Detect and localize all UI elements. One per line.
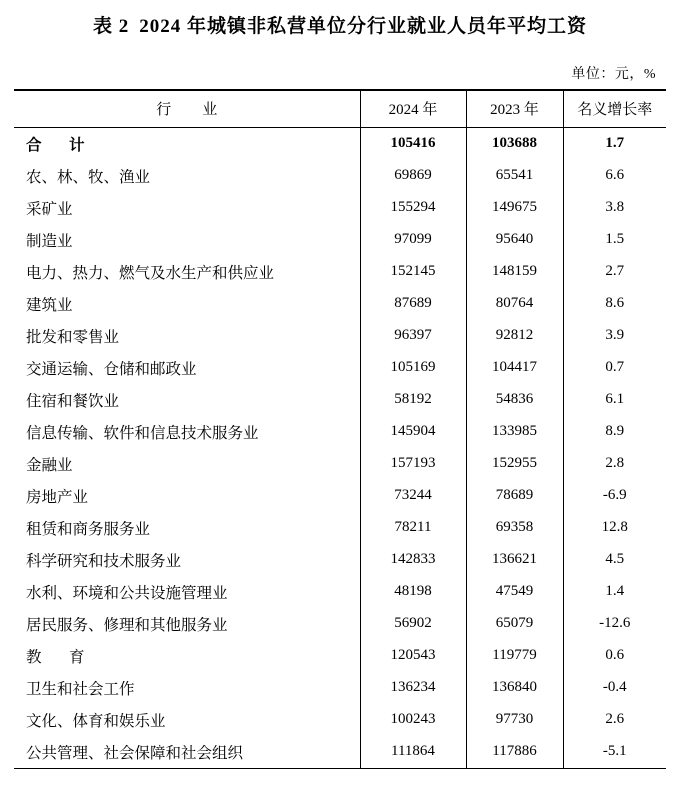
cell-growth: -6.9 xyxy=(563,480,666,512)
table-body xyxy=(14,127,666,768)
cell-2023: 95640 xyxy=(466,224,563,256)
table-row xyxy=(14,160,666,192)
cell-2023: 47549 xyxy=(466,576,563,608)
cell-growth: 12.8 xyxy=(563,512,666,544)
table-row xyxy=(14,320,666,352)
cell-industry: 居民服务、修理和其他服务业 xyxy=(26,616,228,634)
table-bottom-rule xyxy=(14,768,666,769)
cell-2023: 133985 xyxy=(466,416,563,448)
cell-2024: 105416 xyxy=(360,127,466,160)
table-row xyxy=(14,512,666,544)
cell-industry: 住宿和餐饮业 xyxy=(26,392,120,410)
cell-growth: 6.1 xyxy=(563,384,666,416)
cell-growth: -5.1 xyxy=(563,736,666,768)
cell-industry: 建筑业 xyxy=(26,296,73,314)
cell-industry: 公共管理、社会保障和社会组织 xyxy=(26,744,244,762)
cell-industry: 制造业 xyxy=(26,232,73,250)
cell-growth: 0.6 xyxy=(563,640,666,672)
cell-2023: 69358 xyxy=(466,512,563,544)
cell-2024: 58192 xyxy=(360,384,466,416)
cell-industry: 文化、体育和娱乐业 xyxy=(26,712,166,730)
cell-2023: 65079 xyxy=(466,608,563,640)
table-title-text: 2024 年城镇非私营单位分行业就业人员年平均工资 xyxy=(139,16,588,37)
table-row xyxy=(14,448,666,480)
table-row xyxy=(14,384,666,416)
cell-growth: 4.5 xyxy=(563,544,666,576)
cell-growth: 0.7 xyxy=(563,352,666,384)
cell-growth: 8.6 xyxy=(563,288,666,320)
cell-growth: 3.8 xyxy=(563,192,666,224)
wage-statistics-table xyxy=(14,89,666,768)
cell-industry: 批发和零售业 xyxy=(26,328,120,346)
table-row xyxy=(14,480,666,512)
cell-2024: 145904 xyxy=(360,416,466,448)
cell-growth: 2.7 xyxy=(563,256,666,288)
cell-industry: 金融业 xyxy=(26,456,73,474)
cell-2024: 78211 xyxy=(360,512,466,544)
cell-2024: 111864 xyxy=(360,736,466,768)
table-row xyxy=(14,704,666,736)
cell-industry: 教 育 xyxy=(26,648,91,666)
cell-growth: 8.9 xyxy=(563,416,666,448)
cell-growth: 6.6 xyxy=(563,160,666,192)
cell-industry: 房地产业 xyxy=(26,488,89,506)
column-header-2023: 2023 年 xyxy=(466,90,563,128)
cell-2024: 155294 xyxy=(360,192,466,224)
cell-industry: 农、林、牧、渔业 xyxy=(26,168,151,186)
cell-growth: -0.4 xyxy=(563,672,666,704)
cell-growth: -12.6 xyxy=(563,608,666,640)
cell-2024: 48198 xyxy=(360,576,466,608)
cell-2024: 69869 xyxy=(360,160,466,192)
cell-industry: 交通运输、仓储和邮政业 xyxy=(26,360,197,378)
cell-growth: 2.8 xyxy=(563,448,666,480)
cell-2023: 97730 xyxy=(466,704,563,736)
cell-2023: 136840 xyxy=(466,672,563,704)
cell-industry: 合 计 xyxy=(26,136,91,154)
cell-2023: 104417 xyxy=(466,352,563,384)
table-number: 表 2 xyxy=(92,16,130,37)
column-header-growth: 名义增长率 xyxy=(563,90,666,128)
table-row xyxy=(14,192,666,224)
table-title xyxy=(14,14,666,41)
cell-2024: 100243 xyxy=(360,704,466,736)
cell-2024: 136234 xyxy=(360,672,466,704)
document-page xyxy=(0,14,680,791)
table-row xyxy=(14,672,666,704)
cell-2023: 119779 xyxy=(466,640,563,672)
cell-2024: 56902 xyxy=(360,608,466,640)
table-row xyxy=(14,736,666,768)
cell-growth: 1.5 xyxy=(563,224,666,256)
table-row xyxy=(14,576,666,608)
table-header-row xyxy=(14,90,666,128)
cell-2023: 136621 xyxy=(466,544,563,576)
cell-2024: 73244 xyxy=(360,480,466,512)
column-header-2024: 2024 年 xyxy=(360,90,466,128)
cell-industry: 科学研究和技术服务业 xyxy=(26,552,182,570)
cell-2023: 80764 xyxy=(466,288,563,320)
cell-2023: 103688 xyxy=(466,127,563,160)
cell-2023: 54836 xyxy=(466,384,563,416)
cell-2024: 96397 xyxy=(360,320,466,352)
cell-industry: 电力、热力、燃气及水生产和供应业 xyxy=(26,264,275,282)
table-row xyxy=(14,352,666,384)
table-row xyxy=(14,127,666,160)
cell-2024: 120543 xyxy=(360,640,466,672)
cell-growth: 2.6 xyxy=(563,704,666,736)
cell-growth: 3.9 xyxy=(563,320,666,352)
unit-note: 单位：元，% xyxy=(571,66,656,82)
cell-2023: 65541 xyxy=(466,160,563,192)
cell-2024: 142833 xyxy=(360,544,466,576)
table-row xyxy=(14,288,666,320)
cell-2024: 157193 xyxy=(360,448,466,480)
cell-2023: 152955 xyxy=(466,448,563,480)
cell-2023: 149675 xyxy=(466,192,563,224)
table-row xyxy=(14,608,666,640)
cell-industry: 采矿业 xyxy=(26,200,73,218)
cell-2024: 87689 xyxy=(360,288,466,320)
cell-industry: 租赁和商务服务业 xyxy=(26,520,151,538)
cell-industry: 卫生和社会工作 xyxy=(26,680,135,698)
cell-2023: 92812 xyxy=(466,320,563,352)
cell-2024: 105169 xyxy=(360,352,466,384)
table-row xyxy=(14,416,666,448)
cell-growth: 1.7 xyxy=(563,127,666,160)
cell-2024: 97099 xyxy=(360,224,466,256)
table-row xyxy=(14,640,666,672)
cell-industry: 信息传输、软件和信息技术服务业 xyxy=(26,424,259,442)
table-header xyxy=(14,90,666,128)
cell-2024: 152145 xyxy=(360,256,466,288)
table-row xyxy=(14,544,666,576)
column-header-industry: 行 业 xyxy=(14,90,360,128)
cell-2023: 117886 xyxy=(466,736,563,768)
cell-2023: 78689 xyxy=(466,480,563,512)
cell-industry: 水利、环境和公共设施管理业 xyxy=(26,584,228,602)
cell-growth: 1.4 xyxy=(563,576,666,608)
table-row xyxy=(14,256,666,288)
cell-2023: 148159 xyxy=(466,256,563,288)
table-row xyxy=(14,224,666,256)
